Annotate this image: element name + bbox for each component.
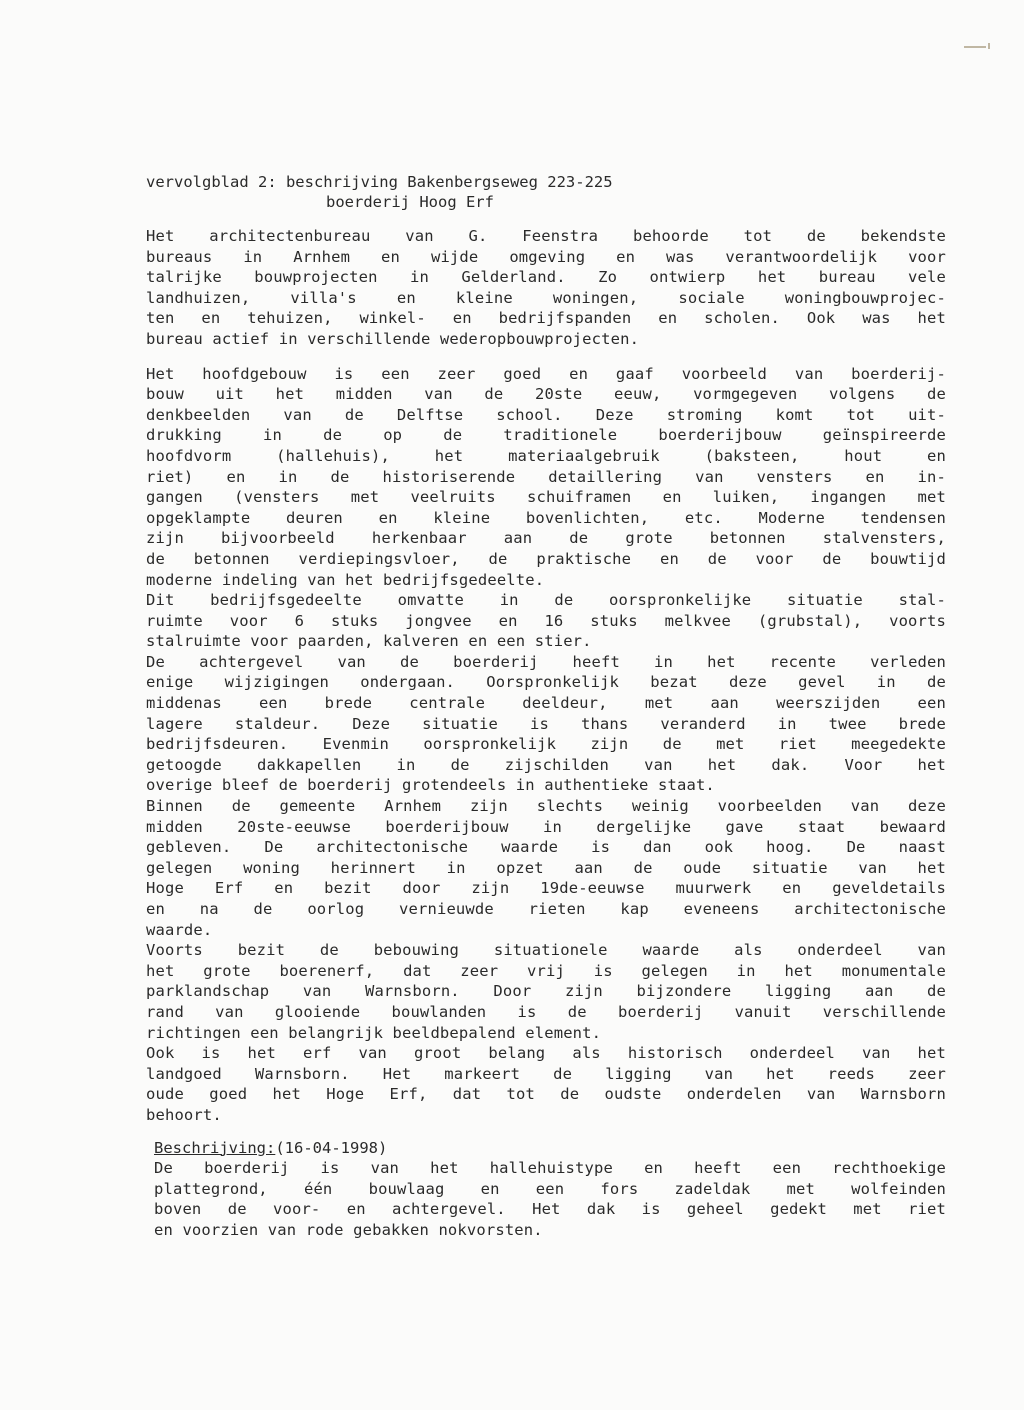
- text-line: denkbeelden van de Delftse school. Deze stroming komt tot uit-: [146, 405, 946, 424]
- text-line: moderne indeling van het bedrijfsgedeelte.: [146, 570, 545, 589]
- text-line: bureau actief in verschillende wederopbouwprojecten.: [146, 329, 640, 348]
- text-line: landhuizen, villa's en kleine woningen, sociale woningbouwprojec-: [146, 288, 946, 307]
- paragraph-3: [146, 590, 946, 652]
- text-line: Ook is het erf van groot belang als historisch onderdeel van het: [146, 1044, 946, 1063]
- text-line: gebleven. De architectonische waarde is dan ook hoog. De naast: [146, 838, 946, 857]
- beschrijving-text: [154, 1158, 946, 1240]
- text-line: Dit bedrijfsgedeelte omvatte in de oorspronkelijke situatie stal-: [146, 591, 946, 610]
- text-line: Binnen de gemeente Arnhem zijn slechts weinig voorbeelden van deze: [146, 797, 946, 816]
- text-line: Voorts bezit de bebouwing situationele waarde als onderdeel van: [146, 941, 946, 960]
- text-line: stalruimte voor paarden, kalveren en een stier.: [146, 632, 592, 651]
- text-line: Het hoofdgebouw is een zeer goed en gaaf voorbeeld van boerderij-: [146, 364, 946, 383]
- text-line: getoogde dakkapellen in de zijschilden van het dak. Voor het: [146, 755, 946, 774]
- text-line: De boerderij is van het hallehuistype en heeft een rechthoekige: [154, 1159, 946, 1178]
- text-line: middenas een brede centrale deeldeur, met aan weerszijden een: [146, 694, 946, 713]
- text-line: drukking in de op de traditionele boerderijbouw geïnspireerde: [146, 426, 946, 445]
- text-line: bureaus in Arnhem en wijde omgeving en was verantwoordelijk voor: [146, 247, 946, 266]
- text-line: plattegrond, één bouwlaag en een fors zadeldak met wolfeinden: [154, 1179, 946, 1198]
- text-line: lagere staldeur. Deze situatie is thans veranderd in twee brede: [146, 714, 946, 733]
- paragraph-2: [146, 364, 946, 591]
- header-line-1: vervolgblad 2: beschrijving Bakenbergseweg 223-225: [146, 173, 613, 191]
- text-line: gangen (vensters met veelruits schuiframen en luiken, ingangen met: [146, 488, 946, 507]
- text-line: de betonnen verdiepingsvloer, de praktische en de voor de bouwtijd: [146, 549, 946, 568]
- beschrijving-date: (16-04-1998): [275, 1138, 388, 1157]
- text-line: boven de voor- en achtergevel. Het dak is geheel gedekt met riet: [154, 1200, 946, 1219]
- text-line: parklandschap van Warnsborn. Door zijn bijzondere ligging aan de: [146, 982, 946, 1001]
- text-line: oude goed het Hoge Erf, dat tot de oudste onderdelen van Warnsborn: [146, 1085, 946, 1104]
- text-line: Het architectenbureau van G. Feenstra behoorde tot de bekendste: [146, 227, 946, 245]
- beschrijving-section: [146, 1138, 946, 1241]
- text-line: gelegen woning herinnert in opzet aan de oude situatie van het: [146, 858, 946, 877]
- text-line: en na de oorlog vernieuwde rieten kap eveneens architectonische: [146, 900, 946, 918]
- beschrijving-heading: [154, 1138, 946, 1159]
- header-line-2: boerderij Hoog Erf: [326, 193, 494, 211]
- text-line: Hoge Erf en bezit door zijn 19de-eeuwse muurwerk en geveldetails: [146, 879, 946, 898]
- text-line: bouw uit het midden van de 20ste eeuw, vormgegeven volgens de: [146, 385, 946, 404]
- text-line: talrijke bouwprojecten in Gelderland. Zo ontwierp het bureau vele: [146, 268, 946, 287]
- text-line: landgoed Warnsborn. Het markeert de ligging van het reeds zeer: [146, 1064, 946, 1083]
- text-line: rand van glooiende bouwlanden is de boerderij vanuit verschillende: [146, 1002, 946, 1021]
- text-line: waarde.: [146, 920, 213, 939]
- text-line: richtingen een belangrijk beeldbepalend element.: [146, 1023, 602, 1042]
- paragraph-7: [146, 1043, 946, 1125]
- paragraph-5: [146, 796, 946, 940]
- text-line: zijn bijvoorbeeld herkenbaar aan de grote betonnen stalvensters,: [146, 529, 946, 548]
- paragraphs: [146, 226, 946, 1126]
- text-line: ten en tehuizen, winkel- en bedrijfspanden en scholen. Ook was het: [146, 309, 946, 328]
- document-body: [146, 172, 946, 1241]
- beschrijving-label: Beschrijving:: [154, 1138, 276, 1157]
- staple-mark: [964, 46, 986, 48]
- paragraph-6: [146, 940, 946, 1043]
- text-line: midden 20ste-eeuwse boerderijbouw in dergelijke gave staat bewaard: [146, 817, 946, 836]
- text-line: hoofdvorm (hallehuis), het materiaalgebruik (baksteen, hout en: [146, 446, 946, 465]
- text-line: De achtergevel van de boerderij heeft in het recente verleden: [146, 652, 946, 671]
- paragraph-4: [146, 652, 946, 796]
- text-line: en voorzien van rode gebakken nokvorsten.: [154, 1220, 543, 1239]
- text-line: behoort.: [146, 1105, 222, 1124]
- text-line: bedrijfsdeuren. Evenmin oorspronkelijk zijn de met riet meegedekte: [146, 735, 946, 754]
- text-line: ruimte voor 6 stuks jongvee en 16 stuks melkvee (grubstal), voorts: [146, 611, 946, 630]
- text-line: riet) en in de historiserende detaillering van vensters en in-: [146, 467, 946, 486]
- text-line: het grote boerenerf, dat zeer vrij is gelegen in het monumentale: [146, 961, 946, 980]
- text-line: enige wijzigingen ondergaan. Oorspronkelijk bezat deze gevel in de: [146, 673, 946, 692]
- text-line: overige bleef de boerderij grotendeels in authentieke staat.: [146, 776, 715, 795]
- text-line: opgeklampte deuren en kleine bovenlichten, etc. Moderne tendensen: [146, 508, 946, 527]
- paragraph-1: [146, 226, 946, 350]
